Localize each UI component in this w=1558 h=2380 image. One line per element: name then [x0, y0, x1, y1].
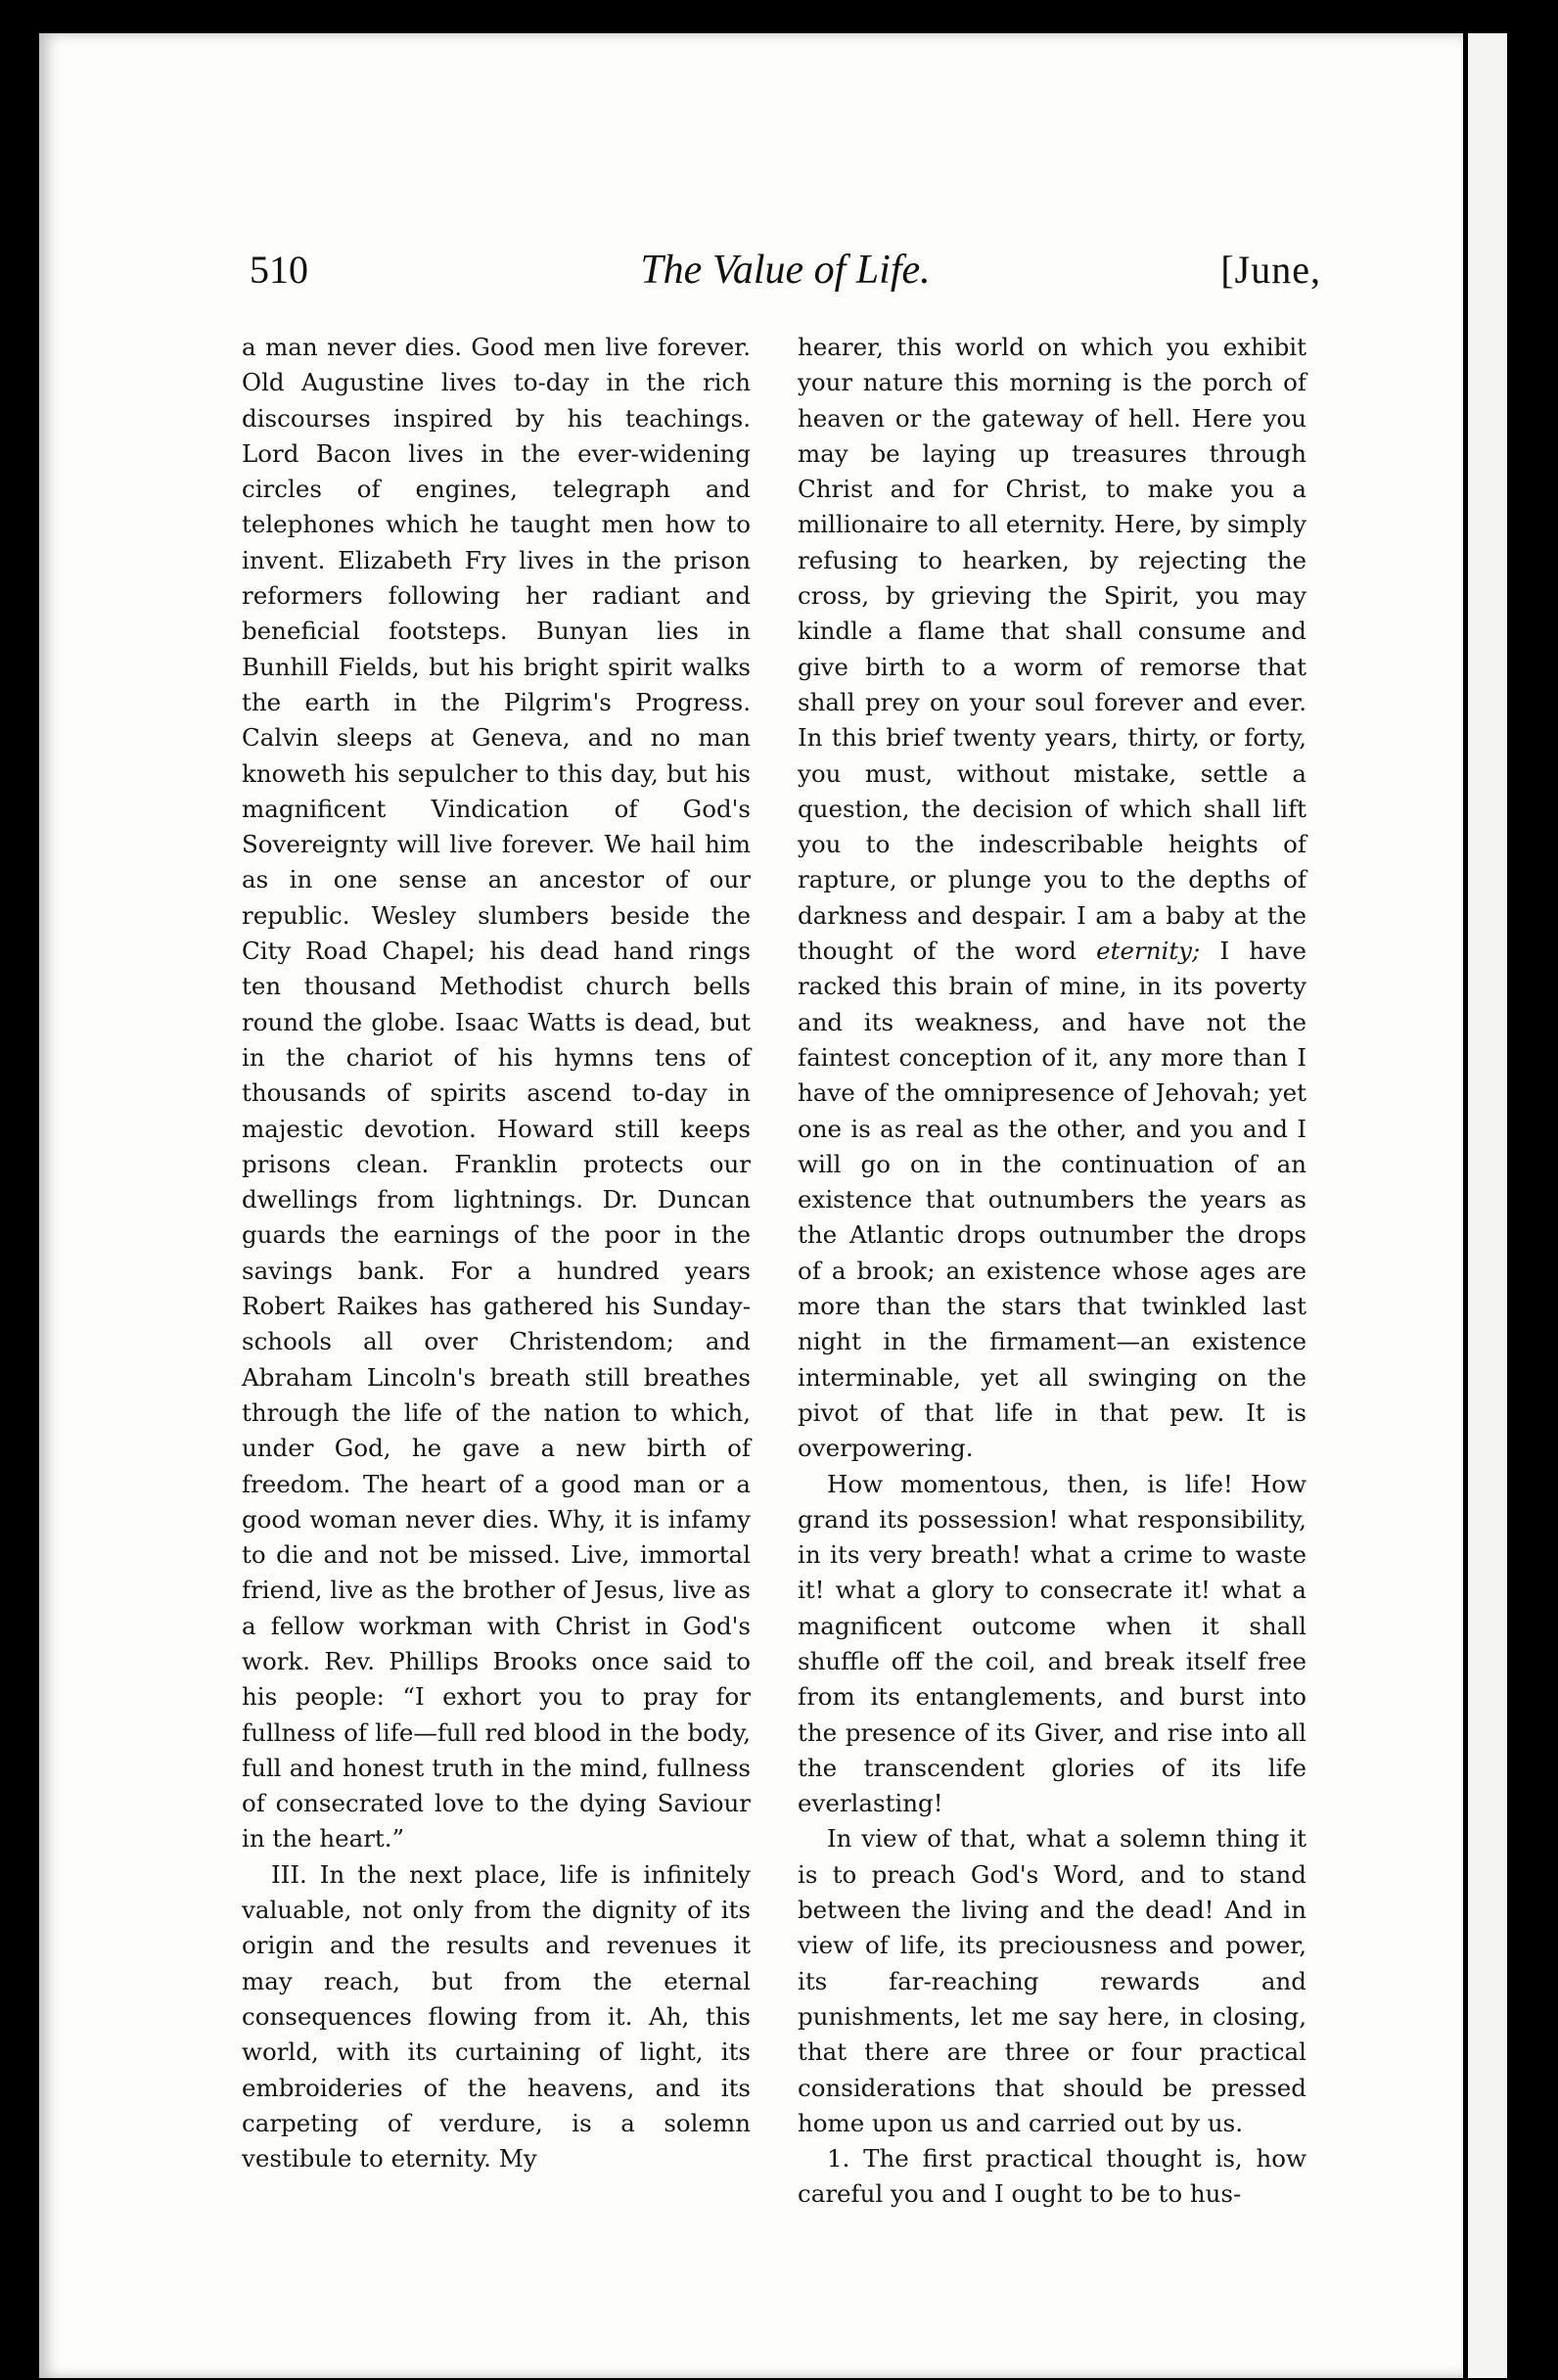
paragraph: a man never dies. Good men live forever. Old Augustine lives to-day in the rich discourses inspired by his teachings. Lord Bacon lives in the ever-widening circles of engines, telegraph and telephones which he taught men how to invent. Elizabeth Fry lives in the prison reformers following her radiant and beneficial footsteps. Bunyan lies in Bunhill Fields, but his bright spirit walks the earth in the Pilgrim's Progress. Calvin sleeps at Geneva, and no man knoweth his sepulcher to this day, but his magnificent Vindication of God's Sovereignty will live forever. We hail him as in one sense an ancestor of our republic. Wesley slumbers beside the City Road Chapel; his dead hand rings ten thousand Methodist church bells round the globe. Isaac Watts is dead, but in the chariot of his hymns tens of thousands of spirits ascend to-day in majestic devotion. Howard still keeps prisons clean. Franklin protects our dwellings from lightnings. Dr. Duncan guards the earnings of the poor in the savings bank. For a hundred years Robert Raikes has gathered his Sunday-schools all over Christendom; and Abraham Lincoln's breath still breathes through the life of the nation to which, under God, he gave a new birth of freedom. The heart of a good man or a good woman never dies. Why, it is infamy to die and not be missed. Live, immortal friend, live as the brother of Jesus, live as a fellow workman with Christ in God's work. Rev. Phillips Brooks once said to his people: “I exhort you to pray for fullness of life—full red blood in the body, full and honest truth in the mind, fullness of consecrated love to the dying Saviour in the heart.”: [242, 333, 751, 1854]
running-head: [250, 247, 1321, 305]
right-column: [798, 330, 1306, 2213]
paragraph: In view of that, what a solemn thing it is to preach God's Word, and to stand between the living and the dead! And in view of life, its preciousness and power, its far-reaching rewards and punishments, let me say here, in closing, that there are three or four practical considerations that should be pressed home upon us and carried out by us.: [798, 1824, 1306, 2137]
next-page-edge: [1468, 33, 1507, 2378]
paragraph: III. In the next place, life is infinitely valuable, not only from the dignity of its origin and the results and revenues it may reach, but from the eternal consequences flowing from it. Ah, this world, with its curtaining of light, its embroideries of the heavens, and its carpeting of verdure, is a solemn vestibule to eternity. My: [242, 1859, 751, 2174]
paragraph: [798, 330, 1306, 1467]
paragraph: 1. The first practical thought is, how careful you and I ought to be to hus-: [798, 2144, 1306, 2209]
page-title: The Value of Life.: [640, 248, 931, 293]
text-run: hearer, this world on which you exhibit your nature this morning is the porch of heaven or the gateway of hell. Here you may be laying up treasures through Christ and for Christ, to make you a millionaire to all eternity. Here, by simply refusing to hearken, by rejecting the cross, by grieving the Spirit, you may kindle a flame that shall consume and give birth to a worm of remorse that shall prey on your soul forever and ever. In this brief twenty years, thirty, or forty, you must, without mistake, settle a question, the decision of which shall lift you to the indescribable heights of rapture, or plunge you to the depths of darkness and despair. I am a baby at the thought of the word: [798, 333, 1306, 966]
italic-word: eternity;: [1096, 937, 1201, 966]
left-column: [242, 330, 751, 2176]
running-head-month: [June,: [1220, 248, 1321, 292]
page-number: 510: [250, 248, 308, 292]
text-run: I have racked this brain of mine, in its poverty and its weakness, and have not the faintest conception of it, any more than I have of the omnipresence of Jehovah; yet one is as real as the other, and you and I will go on in the continuation of an existence that outnumbers the years as the Atlantic drops outnumber the drops of a brook; an existence whose ages are more than the stars that twinkled last night in the firmament—an existence interminable, yet all swinging on the pivot of that life in that pew. It is overpowering.: [798, 937, 1307, 1463]
paragraph: How momentous, then, is life! How grand its possession! what responsibility, in its very breath! what a crime to waste it! what a glory to consecrate it! what a magnificent outcome when it shall shuffle off the coil, and break itself free from its entanglements, and burst into the presence of its Giver, and rise into all the transcendent glories of its life everlasting!: [798, 1469, 1306, 1818]
scan-border: [1507, 33, 1558, 2378]
